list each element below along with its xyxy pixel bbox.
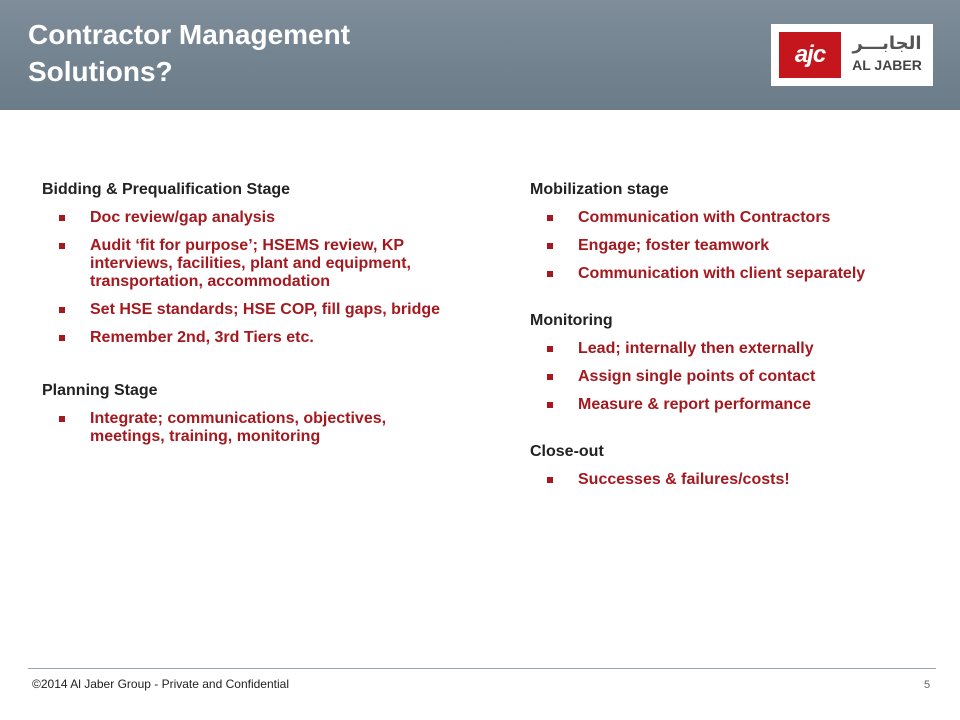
section-heading-mobilization: Mobilization stage xyxy=(530,181,669,198)
list-item: Communication with client separately xyxy=(578,265,930,283)
list-item: Lead; internally then externally xyxy=(578,340,930,358)
mobilization-list xyxy=(530,209,930,283)
list-item: Set HSE standards; HSE COP, fill gaps, bridge xyxy=(90,301,462,319)
closeout-list xyxy=(530,471,930,489)
planning-list xyxy=(42,410,462,446)
list-item: Engage; foster teamwork xyxy=(578,237,930,255)
section-heading-planning: Planning Stage xyxy=(42,382,158,399)
list-item: Integrate; communications, objectives, meetings, training, monitoring xyxy=(90,410,462,446)
company-logo xyxy=(771,24,933,86)
list-item: Doc review/gap analysis xyxy=(90,209,462,227)
list-item: Measure & report performance xyxy=(578,396,930,414)
list-item: Communication with Contractors xyxy=(578,209,930,227)
bidding-list xyxy=(42,209,462,347)
list-item: Remember 2nd, 3rd Tiers etc. xyxy=(90,329,462,347)
list-item: Assign single points of contact xyxy=(578,368,930,386)
section-heading-closeout: Close-out xyxy=(530,443,604,460)
right-column xyxy=(530,180,930,499)
footer-copyright: ©2014 Al Jaber Group - Private and Confidential xyxy=(32,677,289,691)
header-bar xyxy=(0,0,960,110)
list-item: Audit ‘fit for purpose’; HSEMS review, KP interviews, facilities, plant and equipment, transportation, accommodation xyxy=(90,237,462,291)
title-line-1: Contractor Management xyxy=(28,19,351,50)
logo-arabic-text: الجابـــر xyxy=(852,33,922,54)
logo-name: AL JABER xyxy=(852,57,922,73)
section-heading-monitoring: Monitoring xyxy=(530,312,613,329)
title-line-2: Solutions? xyxy=(28,56,173,87)
monitoring-list xyxy=(530,340,930,414)
page-number: 5 xyxy=(924,679,931,691)
page-title xyxy=(28,16,350,90)
left-column xyxy=(42,180,462,456)
footer-divider xyxy=(28,668,936,669)
section-heading-bidding: Bidding & Prequalification Stage xyxy=(42,181,291,198)
logo-mark: ajc xyxy=(779,32,841,78)
list-item: Successes & failures/costs! xyxy=(578,471,930,489)
